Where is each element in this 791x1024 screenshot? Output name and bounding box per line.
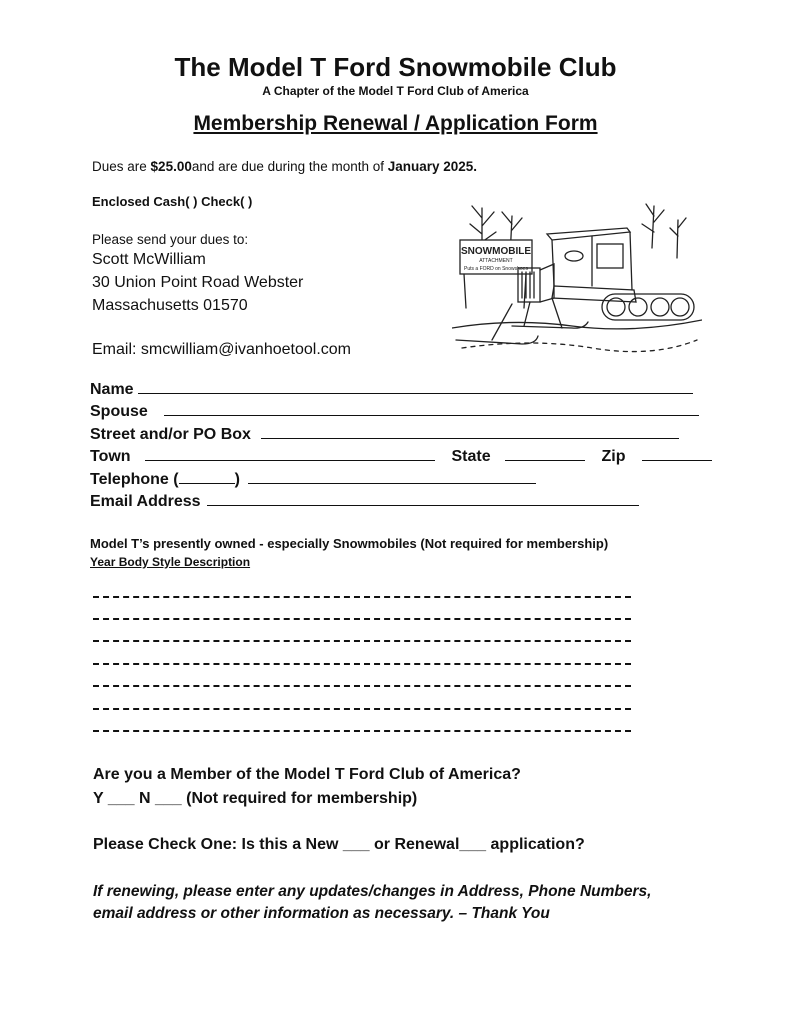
spouse-field[interactable] xyxy=(164,400,699,416)
state-field[interactable] xyxy=(505,445,585,461)
recipient-state-zip: Massachusetts 01570 xyxy=(92,297,248,314)
spouse-label: Spouse xyxy=(90,403,148,420)
telephone-field[interactable] xyxy=(248,468,536,484)
dues-amount: $25.00 xyxy=(150,159,192,174)
sign-text: SNOWMOBILE xyxy=(461,246,531,257)
recipient-email: Email: smcwilliam@ivanhoetool.com xyxy=(92,341,351,358)
telephone-label: Telephone ( xyxy=(90,471,179,488)
vehicle-entry-line[interactable] xyxy=(93,640,631,642)
vehicles-owned-heading: Model T’s presently owned - especially Snowmobiles (Not required for membership) xyxy=(90,536,609,551)
vehicle-entry-line[interactable] xyxy=(93,663,631,665)
renewal-note-line-2: email address or other information as necessary. – Thank You xyxy=(93,905,550,922)
recipient-street: 30 Union Point Road Webster xyxy=(92,274,304,291)
email-field-row xyxy=(90,490,639,511)
telephone-field-row xyxy=(90,468,536,489)
vehicle-entry-line[interactable] xyxy=(93,730,631,732)
dues-middle: and are due during the month of xyxy=(191,159,384,174)
vehicles-columns-label: Year Body Style Description xyxy=(90,555,251,569)
mtfca-member-question: Are you a Member of the Model T Ford Club of America? xyxy=(93,766,521,783)
street-label: Street and/or PO Box xyxy=(90,426,251,443)
street-field[interactable] xyxy=(261,423,679,439)
telephone-paren: ) xyxy=(234,471,240,488)
model-t-snowmobile-illustration xyxy=(452,198,702,366)
town-field[interactable] xyxy=(145,445,435,461)
town-state-zip-row xyxy=(90,445,712,466)
sign-small-text: Puts a FORD on Snowshoes xyxy=(464,266,528,272)
spouse-field-row xyxy=(90,400,699,421)
club-subtitle: A Chapter of the Model T Ford Club of America xyxy=(262,84,529,98)
sign-subtext: ATTACHMENT xyxy=(479,258,513,264)
email-field[interactable] xyxy=(207,490,639,506)
name-field[interactable] xyxy=(138,378,693,394)
zip-field[interactable] xyxy=(642,445,712,461)
zip-label: Zip xyxy=(601,448,626,465)
dues-month: January 2025. xyxy=(387,159,478,174)
new-or-renewal-question[interactable]: Please Check One: Is this a New ___ or Renewal___ application? xyxy=(93,836,585,853)
vehicle-entry-line[interactable] xyxy=(93,618,631,620)
dues-line xyxy=(92,159,477,174)
email-label: Email Address xyxy=(90,493,201,510)
vehicle-entry-line[interactable] xyxy=(93,596,631,598)
send-dues-label: Please send your dues to: xyxy=(92,232,249,247)
area-code-field[interactable] xyxy=(179,468,235,484)
name-label: Name xyxy=(90,381,134,398)
club-title: The Model T Ford Snowmobile Club xyxy=(174,52,617,82)
state-label: State xyxy=(451,448,491,465)
dues-prefix: Dues are xyxy=(92,159,147,174)
town-label: Town xyxy=(90,448,131,465)
payment-method-line: Enclosed Cash( ) Check( ) xyxy=(92,194,253,209)
vehicle-entry-line[interactable] xyxy=(93,685,631,687)
street-field-row xyxy=(90,423,679,444)
vehicle-entry-line[interactable] xyxy=(93,708,631,710)
form-title: Membership Renewal / Application Form xyxy=(193,112,598,135)
mtfca-member-yes-no[interactable]: Y ___ N ___ (Not required for membership) xyxy=(93,790,418,807)
renewal-note-line-1: If renewing, please enter any updates/changes in Address, Phone Numbers, xyxy=(93,883,652,900)
name-field-row xyxy=(90,378,693,399)
recipient-name: Scott McWilliam xyxy=(92,251,206,268)
